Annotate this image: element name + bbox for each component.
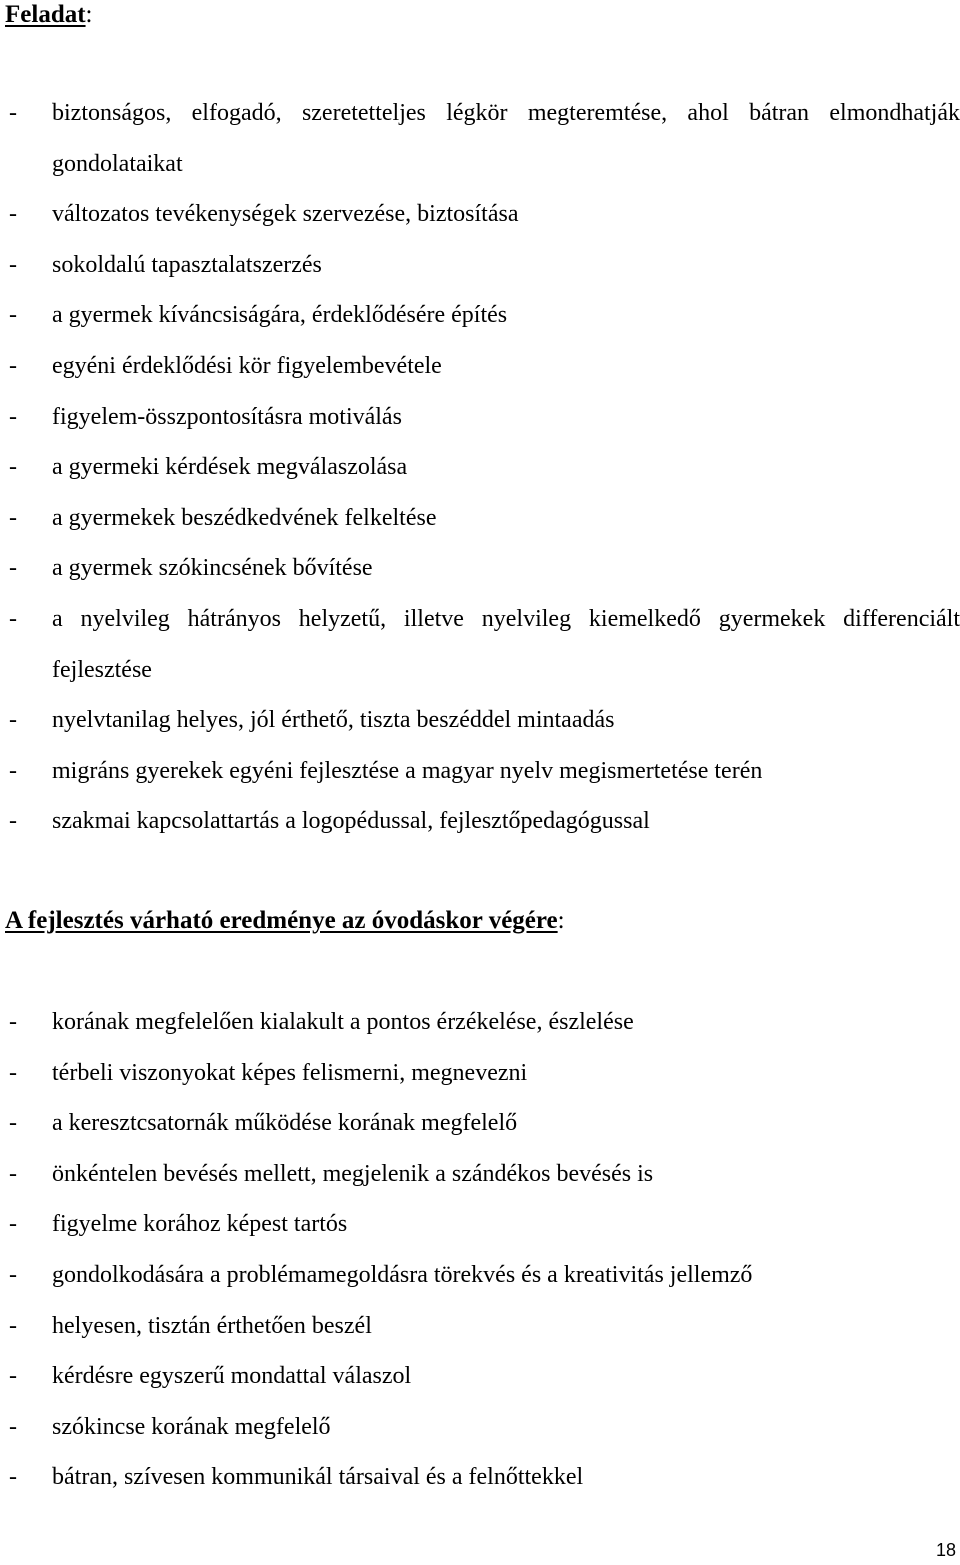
bullet-dash: - [9, 302, 17, 329]
list-item-text: térbeli viszonyokat képes felismerni, megnevezni [52, 1059, 528, 1086]
bullet-dash: - [9, 1211, 17, 1238]
bullet-dash: - [9, 757, 17, 784]
bullet-dash: - [9, 1261, 17, 1288]
list-item [0, 1452, 960, 1503]
list-item [0, 1048, 960, 1099]
bullet-dash: - [9, 1059, 17, 1086]
list-item [0, 88, 960, 189]
bullet-dash: - [9, 454, 17, 481]
list-item-text: egyéni érdeklődési kör figyelembevétele [52, 352, 442, 379]
list-item-text: változatos tevékenységek szervezése, biztosítása [52, 201, 519, 228]
list-item-text: migráns gyerekek egyéni fejlesztése a magyar nyelv megismertetése terén [52, 757, 763, 784]
list-item-text: a nyelvileg hátrányos helyzetű, illetve nyelvileg kiemelkedő gyermekek differenciált fejlesztése [52, 605, 960, 683]
list-item [0, 997, 960, 1048]
list-item [0, 1301, 960, 1352]
bullet-dash: - [9, 1413, 17, 1440]
list-item-text: a keresztcsatornák működése korának megfelelő [52, 1110, 518, 1137]
bullet-dash: - [9, 1009, 17, 1035]
bullet-dash: - [9, 1160, 17, 1187]
list-item-text: figyelme korához képest tartós [52, 1211, 348, 1238]
list-item-text: figyelem-összpontosításra motiválás [52, 403, 402, 430]
bullet-dash: - [9, 100, 17, 126]
page-number: 18 [935, 1540, 956, 1560]
list-item [0, 240, 960, 291]
list-item [0, 1149, 960, 1200]
list-item [0, 796, 960, 847]
list-item-text: gondolkodására a problémamegoldásra törekvés és a kreativitás jellemző [52, 1261, 753, 1288]
task-list [0, 88, 960, 847]
heading-colon: : [85, 1, 93, 28]
heading-text: Feladat [5, 1, 86, 28]
list-item [0, 1098, 960, 1149]
list-item-text: a gyermek szókincsének bővítése [52, 555, 373, 582]
bullet-dash: - [9, 1363, 17, 1390]
list-item-text: a gyermeki kérdések megválaszolása [52, 454, 408, 481]
heading-text: A fejlesztés várható eredménye az óvodáskor végére [5, 907, 558, 934]
list-item [0, 442, 960, 493]
list-item-text: szakmai kapcsolattartás a logopédussal, fejlesztőpedagógussal [52, 808, 650, 835]
list-item [0, 543, 960, 594]
list-item-text: sokoldalú tapasztalatszerzés [52, 251, 322, 278]
bullet-dash: - [9, 201, 17, 228]
list-item-text: önkéntelen bevésés mellett, megjelenik a szándékos bevésés is [52, 1160, 654, 1187]
bullet-dash: - [9, 352, 17, 379]
list-item-text: helyesen, tisztán érthetően beszél [52, 1312, 372, 1339]
list-item-text: korának megfelelően kialakult a pontos érzékelése, észlelése [52, 1009, 634, 1035]
list-item [0, 594, 960, 695]
list-item-text: szókincse korának megfelelő [52, 1413, 331, 1440]
list-item [0, 695, 960, 746]
bullet-dash: - [9, 1312, 17, 1339]
list-item-text: a gyermekek beszédkedvének felkeltése [52, 504, 437, 531]
list-item [0, 1402, 960, 1453]
heading-colon: : [557, 907, 565, 934]
list-item [0, 746, 960, 797]
results-list [0, 997, 960, 1503]
list-item-text: nyelvtanilag helyes, jól érthető, tiszta beszéddel mintaadás [52, 707, 615, 734]
bullet-dash: - [9, 555, 17, 582]
list-item [0, 1351, 960, 1402]
bullet-dash: - [9, 1110, 17, 1137]
bullet-dash: - [9, 1464, 17, 1491]
list-item-text: bátran, szívesen kommunikál társaival és a felnőttekkel [52, 1464, 584, 1491]
list-item [0, 341, 960, 392]
bullet-dash: - [9, 251, 17, 278]
section-heading-feladat [5, 0, 93, 30]
list-item-text: kérdésre egyszerű mondattal válaszol [52, 1363, 412, 1390]
list-item [0, 392, 960, 443]
bullet-dash: - [9, 403, 17, 430]
list-item [0, 493, 960, 544]
list-item [0, 290, 960, 341]
list-item [0, 1199, 960, 1250]
list-item [0, 189, 960, 240]
section-heading-expected-results [5, 906, 565, 936]
bullet-dash: - [9, 504, 17, 531]
list-item [0, 1250, 960, 1301]
bullet-dash: - [9, 707, 17, 734]
bullet-dash: - [9, 605, 17, 632]
bullet-dash: - [9, 808, 17, 835]
list-item-text: biztonságos, elfogadó, szeretetteljes légkör megteremtése, ahol bátran elmondhatják gondolataikat [52, 100, 960, 177]
list-item-text: a gyermek kíváncsiságára, érdeklődésére építés [52, 302, 508, 329]
